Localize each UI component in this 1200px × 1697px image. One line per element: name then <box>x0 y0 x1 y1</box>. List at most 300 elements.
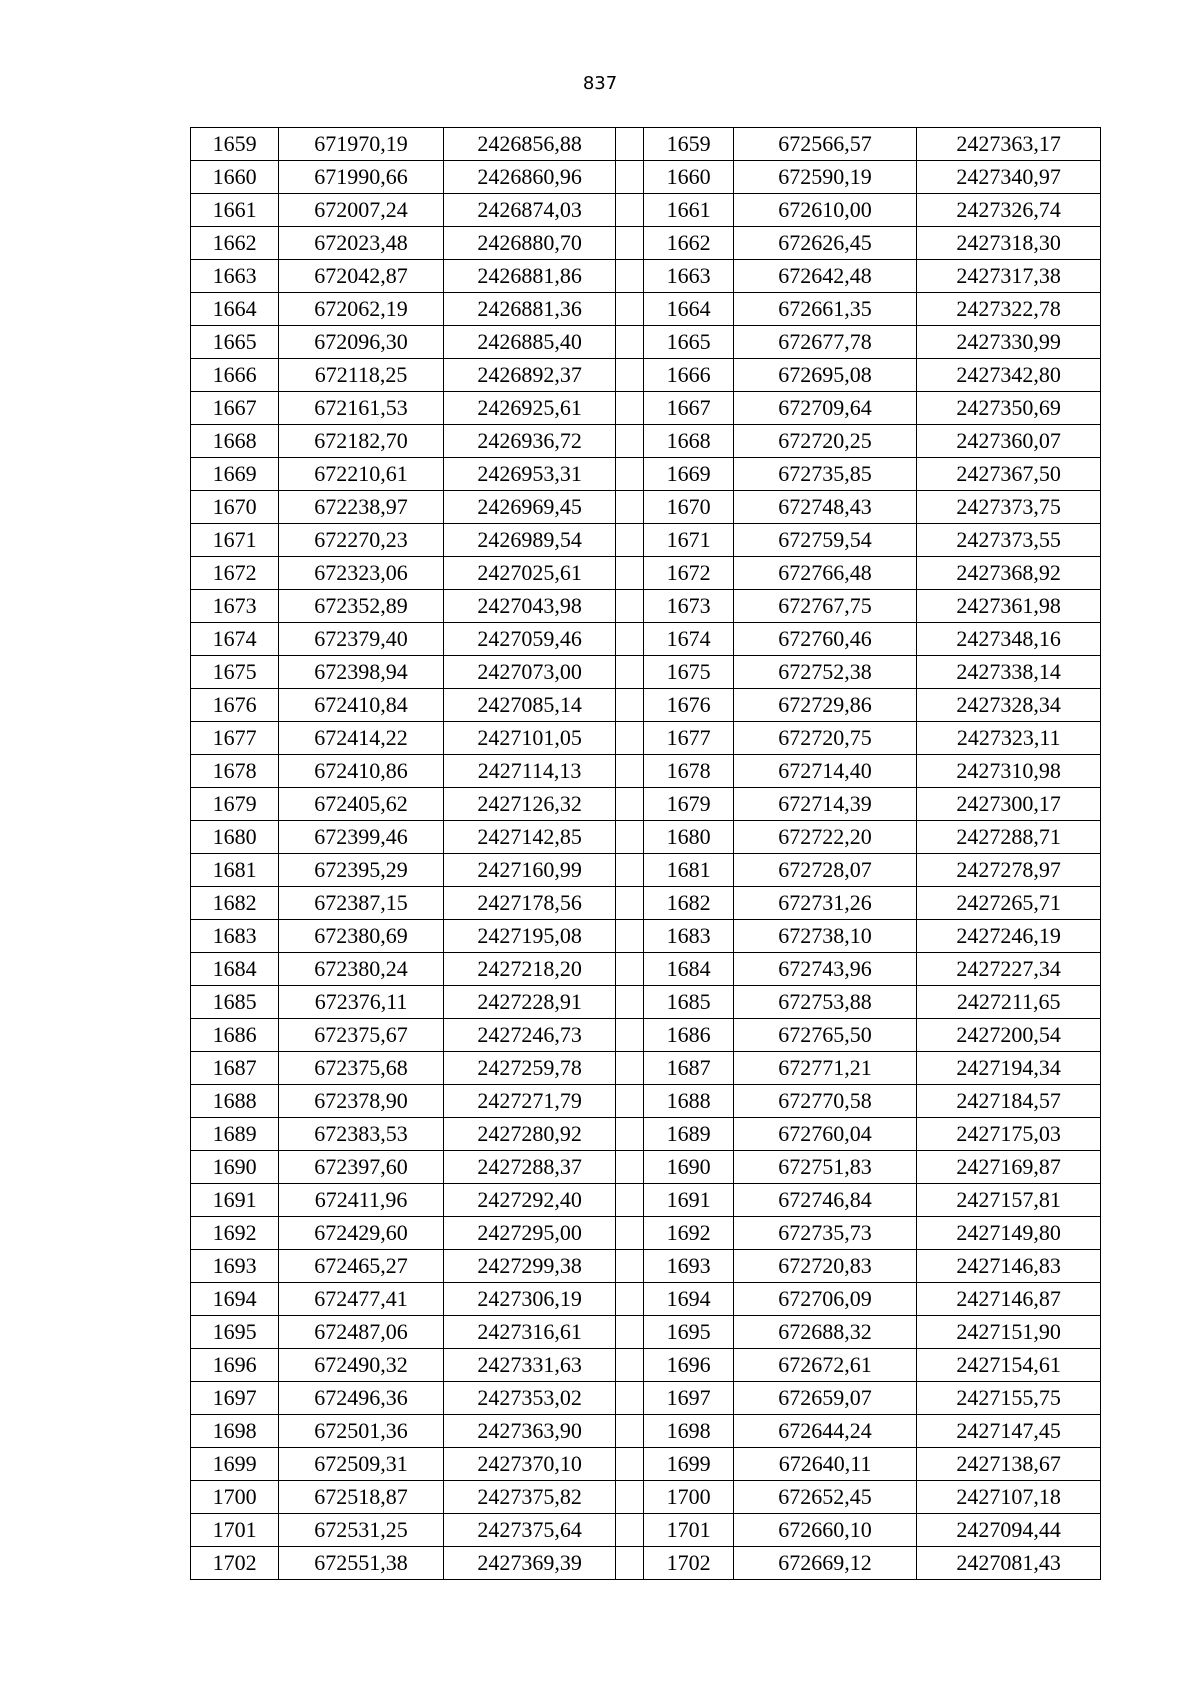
point-number-right: 1673 <box>644 590 733 623</box>
y-coordinate-left: 2426856,88 <box>443 128 616 161</box>
separator-cell <box>616 920 644 953</box>
y-coordinate-right: 2427317,38 <box>917 260 1101 293</box>
separator-cell <box>616 1019 644 1052</box>
y-coordinate-right: 2427246,19 <box>917 920 1101 953</box>
point-number-left: 1689 <box>191 1118 279 1151</box>
separator-cell <box>616 359 644 392</box>
page-number: 837 <box>582 73 618 94</box>
separator-cell <box>616 557 644 590</box>
point-number-left: 1693 <box>191 1250 279 1283</box>
separator-cell <box>616 491 644 524</box>
x-coordinate-left: 672397,60 <box>279 1151 444 1184</box>
table-row <box>191 1481 1101 1514</box>
x-coordinate-right: 672714,40 <box>733 755 917 788</box>
y-coordinate-right: 2427340,97 <box>917 161 1101 194</box>
x-coordinate-left: 672352,89 <box>279 590 444 623</box>
point-number-right: 1699 <box>644 1448 733 1481</box>
x-coordinate-left: 672490,32 <box>279 1349 444 1382</box>
y-coordinate-right: 2427094,44 <box>917 1514 1101 1547</box>
y-coordinate-right: 2427318,30 <box>917 227 1101 260</box>
x-coordinate-right: 672753,88 <box>733 986 917 1019</box>
point-number-left: 1673 <box>191 590 279 623</box>
point-number-right: 1666 <box>644 359 733 392</box>
y-coordinate-left: 2427025,61 <box>443 557 616 590</box>
point-number-right: 1678 <box>644 755 733 788</box>
point-number-right: 1660 <box>644 161 733 194</box>
point-number-left: 1675 <box>191 656 279 689</box>
x-coordinate-right: 672752,38 <box>733 656 917 689</box>
x-coordinate-left: 672496,36 <box>279 1382 444 1415</box>
y-coordinate-left: 2426881,86 <box>443 260 616 293</box>
table-row <box>191 293 1101 326</box>
x-coordinate-left: 672375,68 <box>279 1052 444 1085</box>
point-number-left: 1701 <box>191 1514 279 1547</box>
table-row <box>191 788 1101 821</box>
y-coordinate-left: 2427370,10 <box>443 1448 616 1481</box>
table-row <box>191 953 1101 986</box>
x-coordinate-right: 672677,78 <box>733 326 917 359</box>
x-coordinate-left: 672399,46 <box>279 821 444 854</box>
separator-cell <box>616 1250 644 1283</box>
table-row <box>191 1349 1101 1382</box>
y-coordinate-left: 2427195,08 <box>443 920 616 953</box>
x-coordinate-right: 672660,10 <box>733 1514 917 1547</box>
separator-cell <box>616 458 644 491</box>
separator-cell <box>616 1547 644 1580</box>
separator-cell <box>616 425 644 458</box>
separator-cell <box>616 392 644 425</box>
point-number-left: 1670 <box>191 491 279 524</box>
y-coordinate-left: 2427043,98 <box>443 590 616 623</box>
x-coordinate-left: 672376,11 <box>279 986 444 1019</box>
table-row <box>191 986 1101 1019</box>
y-coordinate-right: 2427147,45 <box>917 1415 1101 1448</box>
x-coordinate-left: 672383,53 <box>279 1118 444 1151</box>
point-number-left: 1667 <box>191 392 279 425</box>
y-coordinate-left: 2427363,90 <box>443 1415 616 1448</box>
separator-cell <box>616 1118 644 1151</box>
point-number-right: 1687 <box>644 1052 733 1085</box>
x-coordinate-right: 672640,11 <box>733 1448 917 1481</box>
y-coordinate-right: 2427151,90 <box>917 1316 1101 1349</box>
point-number-right: 1684 <box>644 953 733 986</box>
x-coordinate-right: 672714,39 <box>733 788 917 821</box>
table-row <box>191 1118 1101 1151</box>
x-coordinate-left: 672518,87 <box>279 1481 444 1514</box>
point-number-right: 1686 <box>644 1019 733 1052</box>
y-coordinate-left: 2426936,72 <box>443 425 616 458</box>
separator-cell <box>616 194 644 227</box>
point-number-left: 1695 <box>191 1316 279 1349</box>
x-coordinate-right: 672642,48 <box>733 260 917 293</box>
point-number-left: 1665 <box>191 326 279 359</box>
point-number-right: 1659 <box>644 128 733 161</box>
y-coordinate-right: 2427363,17 <box>917 128 1101 161</box>
table-row <box>191 359 1101 392</box>
y-coordinate-right: 2427330,99 <box>917 326 1101 359</box>
x-coordinate-left: 672414,22 <box>279 722 444 755</box>
y-coordinate-right: 2427361,98 <box>917 590 1101 623</box>
separator-cell <box>616 1382 644 1415</box>
point-number-right: 1688 <box>644 1085 733 1118</box>
coordinates-table-body <box>191 128 1101 1580</box>
x-coordinate-right: 672720,75 <box>733 722 917 755</box>
x-coordinate-left: 671990,66 <box>279 161 444 194</box>
point-number-right: 1665 <box>644 326 733 359</box>
point-number-right: 1671 <box>644 524 733 557</box>
separator-cell <box>616 986 644 1019</box>
y-coordinate-right: 2427326,74 <box>917 194 1101 227</box>
x-coordinate-right: 672759,54 <box>733 524 917 557</box>
x-coordinate-left: 672042,87 <box>279 260 444 293</box>
point-number-right: 1696 <box>644 1349 733 1382</box>
table-row <box>191 1019 1101 1052</box>
point-number-left: 1671 <box>191 524 279 557</box>
table-row <box>191 128 1101 161</box>
x-coordinate-right: 672720,83 <box>733 1250 917 1283</box>
separator-cell <box>616 1514 644 1547</box>
y-coordinate-right: 2427350,69 <box>917 392 1101 425</box>
y-coordinate-left: 2427316,61 <box>443 1316 616 1349</box>
x-coordinate-left: 672551,38 <box>279 1547 444 1580</box>
x-coordinate-right: 672746,84 <box>733 1184 917 1217</box>
point-number-right: 1680 <box>644 821 733 854</box>
separator-cell <box>616 755 644 788</box>
table-row <box>191 1052 1101 1085</box>
y-coordinate-right: 2427155,75 <box>917 1382 1101 1415</box>
point-number-left: 1676 <box>191 689 279 722</box>
separator-cell <box>616 260 644 293</box>
y-coordinate-left: 2427288,37 <box>443 1151 616 1184</box>
y-coordinate-right: 2427322,78 <box>917 293 1101 326</box>
point-number-right: 1702 <box>644 1547 733 1580</box>
point-number-left: 1700 <box>191 1481 279 1514</box>
point-number-right: 1697 <box>644 1382 733 1415</box>
table-row <box>191 1217 1101 1250</box>
table-row <box>191 161 1101 194</box>
point-number-right: 1668 <box>644 425 733 458</box>
y-coordinate-right: 2427146,83 <box>917 1250 1101 1283</box>
point-number-left: 1686 <box>191 1019 279 1052</box>
x-coordinate-right: 672566,57 <box>733 128 917 161</box>
table-row <box>191 1547 1101 1580</box>
y-coordinate-left: 2427178,56 <box>443 887 616 920</box>
y-coordinate-left: 2427246,73 <box>443 1019 616 1052</box>
y-coordinate-right: 2427227,34 <box>917 953 1101 986</box>
y-coordinate-left: 2427295,00 <box>443 1217 616 1250</box>
y-coordinate-left: 2427160,99 <box>443 854 616 887</box>
x-coordinate-right: 672743,96 <box>733 953 917 986</box>
x-coordinate-right: 672659,07 <box>733 1382 917 1415</box>
point-number-right: 1681 <box>644 854 733 887</box>
x-coordinate-left: 672375,67 <box>279 1019 444 1052</box>
point-number-right: 1674 <box>644 623 733 656</box>
table-row <box>191 1085 1101 1118</box>
x-coordinate-right: 672644,24 <box>733 1415 917 1448</box>
point-number-left: 1680 <box>191 821 279 854</box>
y-coordinate-left: 2427306,19 <box>443 1283 616 1316</box>
y-coordinate-right: 2427328,34 <box>917 689 1101 722</box>
y-coordinate-right: 2427107,18 <box>917 1481 1101 1514</box>
y-coordinate-right: 2427373,55 <box>917 524 1101 557</box>
point-number-left: 1688 <box>191 1085 279 1118</box>
x-coordinate-left: 672270,23 <box>279 524 444 557</box>
y-coordinate-right: 2427200,54 <box>917 1019 1101 1052</box>
point-number-left: 1668 <box>191 425 279 458</box>
y-coordinate-left: 2427101,05 <box>443 722 616 755</box>
y-coordinate-left: 2426874,03 <box>443 194 616 227</box>
y-coordinate-right: 2427300,17 <box>917 788 1101 821</box>
separator-cell <box>616 326 644 359</box>
point-number-left: 1679 <box>191 788 279 821</box>
point-number-right: 1677 <box>644 722 733 755</box>
x-coordinate-right: 672760,04 <box>733 1118 917 1151</box>
x-coordinate-left: 671970,19 <box>279 128 444 161</box>
y-coordinate-left: 2426892,37 <box>443 359 616 392</box>
y-coordinate-left: 2427259,78 <box>443 1052 616 1085</box>
separator-cell <box>616 854 644 887</box>
x-coordinate-left: 672118,25 <box>279 359 444 392</box>
separator-cell <box>616 128 644 161</box>
x-coordinate-left: 672378,90 <box>279 1085 444 1118</box>
y-coordinate-right: 2427169,87 <box>917 1151 1101 1184</box>
x-coordinate-right: 672661,35 <box>733 293 917 326</box>
y-coordinate-left: 2426969,45 <box>443 491 616 524</box>
y-coordinate-right: 2427157,81 <box>917 1184 1101 1217</box>
y-coordinate-left: 2427073,00 <box>443 656 616 689</box>
table-row <box>191 1283 1101 1316</box>
point-number-left: 1663 <box>191 260 279 293</box>
y-coordinate-right: 2427367,50 <box>917 458 1101 491</box>
y-coordinate-left: 2427375,82 <box>443 1481 616 1514</box>
table-row <box>191 392 1101 425</box>
x-coordinate-right: 672669,12 <box>733 1547 917 1580</box>
y-coordinate-right: 2427338,14 <box>917 656 1101 689</box>
separator-cell <box>616 1349 644 1382</box>
separator-cell <box>616 1085 644 1118</box>
x-coordinate-right: 672731,26 <box>733 887 917 920</box>
x-coordinate-right: 672770,58 <box>733 1085 917 1118</box>
point-number-left: 1677 <box>191 722 279 755</box>
point-number-left: 1690 <box>191 1151 279 1184</box>
table-row <box>191 1382 1101 1415</box>
point-number-left: 1660 <box>191 161 279 194</box>
y-coordinate-left: 2426953,31 <box>443 458 616 491</box>
y-coordinate-left: 2426881,36 <box>443 293 616 326</box>
y-coordinate-left: 2427369,39 <box>443 1547 616 1580</box>
point-number-right: 1663 <box>644 260 733 293</box>
point-number-left: 1674 <box>191 623 279 656</box>
x-coordinate-left: 672531,25 <box>279 1514 444 1547</box>
y-coordinate-left: 2427059,46 <box>443 623 616 656</box>
x-coordinate-left: 672387,15 <box>279 887 444 920</box>
y-coordinate-right: 2427278,97 <box>917 854 1101 887</box>
x-coordinate-left: 672062,19 <box>279 293 444 326</box>
y-coordinate-right: 2427175,03 <box>917 1118 1101 1151</box>
point-number-left: 1699 <box>191 1448 279 1481</box>
x-coordinate-left: 672477,41 <box>279 1283 444 1316</box>
separator-cell <box>616 1184 644 1217</box>
separator-cell <box>616 161 644 194</box>
y-coordinate-left: 2427271,79 <box>443 1085 616 1118</box>
separator-cell <box>616 623 644 656</box>
coordinates-table <box>190 127 1101 1580</box>
point-number-left: 1698 <box>191 1415 279 1448</box>
x-coordinate-right: 672735,73 <box>733 1217 917 1250</box>
x-coordinate-left: 672380,69 <box>279 920 444 953</box>
x-coordinate-right: 672720,25 <box>733 425 917 458</box>
x-coordinate-right: 672590,19 <box>733 161 917 194</box>
separator-cell <box>616 656 644 689</box>
x-coordinate-left: 672238,97 <box>279 491 444 524</box>
table-row <box>191 590 1101 623</box>
y-coordinate-right: 2427154,61 <box>917 1349 1101 1382</box>
point-number-left: 1661 <box>191 194 279 227</box>
x-coordinate-left: 672398,94 <box>279 656 444 689</box>
point-number-left: 1691 <box>191 1184 279 1217</box>
separator-cell <box>616 293 644 326</box>
point-number-right: 1675 <box>644 656 733 689</box>
table-row <box>191 920 1101 953</box>
y-coordinate-left: 2426860,96 <box>443 161 616 194</box>
point-number-right: 1672 <box>644 557 733 590</box>
x-coordinate-right: 672706,09 <box>733 1283 917 1316</box>
point-number-right: 1692 <box>644 1217 733 1250</box>
separator-cell <box>616 1052 644 1085</box>
separator-cell <box>616 1415 644 1448</box>
separator-cell <box>616 227 644 260</box>
y-coordinate-left: 2427228,91 <box>443 986 616 1019</box>
y-coordinate-left: 2427331,63 <box>443 1349 616 1382</box>
y-coordinate-right: 2427149,80 <box>917 1217 1101 1250</box>
x-coordinate-left: 672411,96 <box>279 1184 444 1217</box>
table-row <box>191 194 1101 227</box>
separator-cell <box>616 1481 644 1514</box>
table-row <box>191 722 1101 755</box>
point-number-left: 1672 <box>191 557 279 590</box>
x-coordinate-left: 672410,86 <box>279 755 444 788</box>
x-coordinate-right: 672735,85 <box>733 458 917 491</box>
point-number-left: 1666 <box>191 359 279 392</box>
x-coordinate-left: 672182,70 <box>279 425 444 458</box>
y-coordinate-left: 2427085,14 <box>443 689 616 722</box>
y-coordinate-right: 2427194,34 <box>917 1052 1101 1085</box>
separator-cell <box>616 1151 644 1184</box>
point-number-left: 1683 <box>191 920 279 953</box>
y-coordinate-right: 2427138,67 <box>917 1448 1101 1481</box>
x-coordinate-right: 672626,45 <box>733 227 917 260</box>
x-coordinate-left: 672161,53 <box>279 392 444 425</box>
x-coordinate-right: 672672,61 <box>733 1349 917 1382</box>
point-number-right: 1662 <box>644 227 733 260</box>
point-number-right: 1664 <box>644 293 733 326</box>
point-number-right: 1694 <box>644 1283 733 1316</box>
table-row <box>191 854 1101 887</box>
y-coordinate-left: 2427292,40 <box>443 1184 616 1217</box>
x-coordinate-right: 672688,32 <box>733 1316 917 1349</box>
y-coordinate-left: 2427218,20 <box>443 953 616 986</box>
y-coordinate-right: 2427265,71 <box>917 887 1101 920</box>
x-coordinate-left: 672429,60 <box>279 1217 444 1250</box>
y-coordinate-left: 2427299,38 <box>443 1250 616 1283</box>
table-row <box>191 1184 1101 1217</box>
x-coordinate-left: 672487,06 <box>279 1316 444 1349</box>
point-number-right: 1682 <box>644 887 733 920</box>
point-number-right: 1693 <box>644 1250 733 1283</box>
separator-cell <box>616 722 644 755</box>
table-row <box>191 326 1101 359</box>
x-coordinate-right: 672728,07 <box>733 854 917 887</box>
y-coordinate-left: 2427114,13 <box>443 755 616 788</box>
x-coordinate-right: 672738,10 <box>733 920 917 953</box>
x-coordinate-left: 672210,61 <box>279 458 444 491</box>
x-coordinate-right: 672771,21 <box>733 1052 917 1085</box>
x-coordinate-right: 672652,45 <box>733 1481 917 1514</box>
y-coordinate-right: 2427288,71 <box>917 821 1101 854</box>
table-row <box>191 260 1101 293</box>
x-coordinate-left: 672379,40 <box>279 623 444 656</box>
point-number-right: 1679 <box>644 788 733 821</box>
y-coordinate-left: 2427126,32 <box>443 788 616 821</box>
y-coordinate-left: 2426885,40 <box>443 326 616 359</box>
point-number-right: 1690 <box>644 1151 733 1184</box>
point-number-left: 1692 <box>191 1217 279 1250</box>
x-coordinate-left: 672380,24 <box>279 953 444 986</box>
x-coordinate-right: 672709,64 <box>733 392 917 425</box>
x-coordinate-right: 672767,75 <box>733 590 917 623</box>
x-coordinate-left: 672023,48 <box>279 227 444 260</box>
separator-cell <box>616 1217 644 1250</box>
separator-cell <box>616 887 644 920</box>
y-coordinate-right: 2427373,75 <box>917 491 1101 524</box>
table-row <box>191 755 1101 788</box>
point-number-right: 1689 <box>644 1118 733 1151</box>
point-number-left: 1685 <box>191 986 279 1019</box>
y-coordinate-left: 2427142,85 <box>443 821 616 854</box>
x-coordinate-right: 672765,50 <box>733 1019 917 1052</box>
separator-cell <box>616 590 644 623</box>
y-coordinate-right: 2427081,43 <box>917 1547 1101 1580</box>
separator-cell <box>616 788 644 821</box>
point-number-left: 1662 <box>191 227 279 260</box>
point-number-left: 1664 <box>191 293 279 326</box>
x-coordinate-right: 672610,00 <box>733 194 917 227</box>
point-number-right: 1698 <box>644 1415 733 1448</box>
point-number-right: 1676 <box>644 689 733 722</box>
table-row <box>191 1250 1101 1283</box>
point-number-left: 1696 <box>191 1349 279 1382</box>
x-coordinate-left: 672465,27 <box>279 1250 444 1283</box>
point-number-left: 1681 <box>191 854 279 887</box>
table-row <box>191 656 1101 689</box>
table-row <box>191 887 1101 920</box>
x-coordinate-right: 672760,46 <box>733 623 917 656</box>
x-coordinate-left: 672509,31 <box>279 1448 444 1481</box>
separator-cell <box>616 1448 644 1481</box>
table-row <box>191 1151 1101 1184</box>
point-number-right: 1667 <box>644 392 733 425</box>
point-number-left: 1684 <box>191 953 279 986</box>
table-row <box>191 1448 1101 1481</box>
y-coordinate-right: 2427310,98 <box>917 755 1101 788</box>
y-coordinate-right: 2427348,16 <box>917 623 1101 656</box>
x-coordinate-right: 672729,86 <box>733 689 917 722</box>
x-coordinate-left: 672395,29 <box>279 854 444 887</box>
table-row <box>191 623 1101 656</box>
point-number-left: 1659 <box>191 128 279 161</box>
point-number-left: 1697 <box>191 1382 279 1415</box>
table-row <box>191 821 1101 854</box>
